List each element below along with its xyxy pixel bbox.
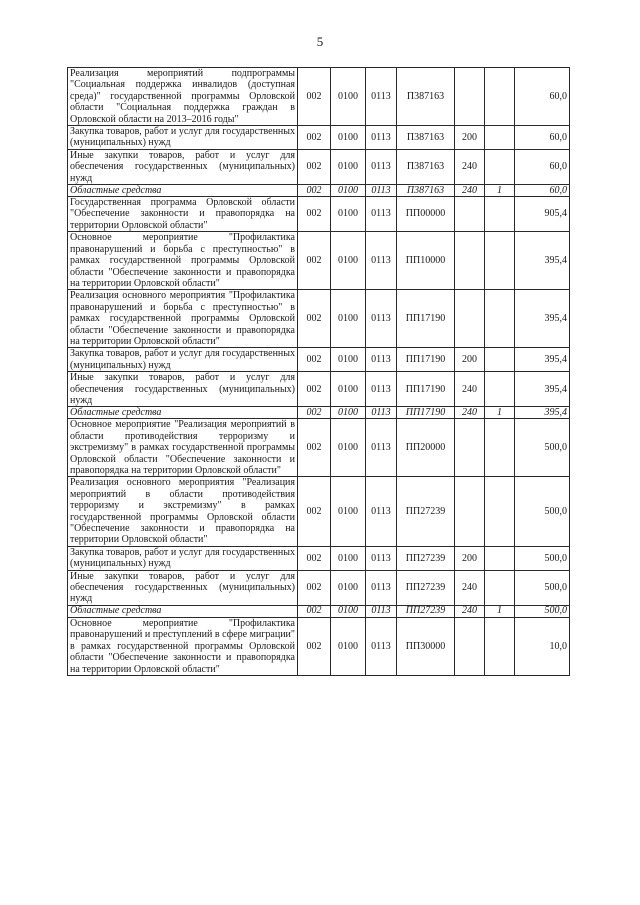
row-sum: 500,0 (515, 546, 570, 570)
row-section-code: 0100 (331, 546, 366, 570)
row-target-code: ПП10000 (397, 232, 455, 290)
table-row (68, 617, 570, 675)
row-target-code: ПП17190 (397, 372, 455, 407)
table-row (68, 290, 570, 348)
row-sum: 500,0 (515, 605, 570, 617)
table-row (68, 232, 570, 290)
row-subsection-code: 0113 (366, 605, 397, 617)
row-subsection-code: 0113 (366, 149, 397, 184)
row-target-code: П387163 (397, 68, 455, 126)
row-ministry-code: 002 (298, 546, 331, 570)
row-sum: 500,0 (515, 419, 570, 477)
table-row (68, 126, 570, 150)
row-source-code (485, 477, 515, 546)
row-expense-type-code: 240 (455, 407, 485, 419)
table-row-regional-funds (68, 605, 570, 617)
row-sum: 60,0 (515, 149, 570, 184)
row-target-code: П387163 (397, 185, 455, 197)
row-source-code (485, 232, 515, 290)
table-row (68, 419, 570, 477)
table-row (68, 348, 570, 372)
row-source-code (485, 419, 515, 477)
row-ministry-code: 002 (298, 126, 331, 150)
row-target-code: П387163 (397, 149, 455, 184)
row-section-code: 0100 (331, 149, 366, 184)
row-source-code (485, 617, 515, 675)
row-sum: 500,0 (515, 570, 570, 605)
row-source-code (485, 348, 515, 372)
table-row (68, 477, 570, 546)
row-source-code (485, 570, 515, 605)
row-section-code: 0100 (331, 570, 366, 605)
row-section-code: 0100 (331, 477, 366, 546)
row-expense-type-code (455, 617, 485, 675)
budget-table (67, 67, 570, 676)
row-name: Реализация основного мероприятия "Реализация мероприятий в области противодействия терроризму и экстремизму" в рамках государственной программы Орловской области "Обеспечение законности и правопорядка на территории Орловской области" (68, 477, 298, 546)
row-subsection-code: 0113 (366, 617, 397, 675)
row-subsection-code: 0113 (366, 546, 397, 570)
row-section-code: 0100 (331, 617, 366, 675)
row-expense-type-code: 240 (455, 570, 485, 605)
table-row (68, 546, 570, 570)
row-expense-type-code: 240 (455, 149, 485, 184)
row-ministry-code: 002 (298, 570, 331, 605)
row-section-code: 0100 (331, 419, 366, 477)
row-subsection-code: 0113 (366, 232, 397, 290)
row-target-code: ПП00000 (397, 197, 455, 232)
row-target-code: ПП27239 (397, 570, 455, 605)
row-section-code: 0100 (331, 185, 366, 197)
row-section-code: 0100 (331, 372, 366, 407)
row-name: Закупка товаров, работ и услуг для государственных (муниципальных) нужд (68, 546, 298, 570)
row-target-code: ПП27239 (397, 546, 455, 570)
row-ministry-code: 002 (298, 197, 331, 232)
row-source-code (485, 126, 515, 150)
row-name: Закупка товаров, работ и услуг для государственных (муниципальных) нужд (68, 126, 298, 150)
row-source-code (485, 197, 515, 232)
row-ministry-code: 002 (298, 348, 331, 372)
row-expense-type-code (455, 197, 485, 232)
row-section-code: 0100 (331, 197, 366, 232)
row-name: Иные закупки товаров, работ и услуг для обеспечения государственных (муниципальных) нужд (68, 372, 298, 407)
row-ministry-code: 002 (298, 477, 331, 546)
row-target-code: ПП17190 (397, 407, 455, 419)
row-ministry-code: 002 (298, 419, 331, 477)
row-section-code: 0100 (331, 348, 366, 372)
table-row (68, 372, 570, 407)
row-sum: 500,0 (515, 477, 570, 546)
row-subsection-code: 0113 (366, 477, 397, 546)
row-name: Основное мероприятие "Профилактика правонарушений и преступлений в сфере миграции" в рамках государственной программы Орловской области "Обеспечение законности и правопорядка на территории Орловской области" (68, 617, 298, 675)
row-sum: 395,4 (515, 290, 570, 348)
row-expense-type-code: 200 (455, 348, 485, 372)
row-expense-type-code (455, 290, 485, 348)
budget-table-body (68, 68, 570, 676)
row-ministry-code: 002 (298, 407, 331, 419)
table-row-regional-funds (68, 407, 570, 419)
row-subsection-code: 0113 (366, 185, 397, 197)
row-source-code: 1 (485, 185, 515, 197)
row-source-code: 1 (485, 407, 515, 419)
table-row (68, 197, 570, 232)
page-number: 5 (316, 34, 324, 49)
row-target-code: ПП20000 (397, 419, 455, 477)
row-section-code: 0100 (331, 68, 366, 126)
row-sum: 395,4 (515, 407, 570, 419)
row-name: Иные закупки товаров, работ и услуг для обеспечения государственных (муниципальных) нужд (68, 149, 298, 184)
row-sum: 905,4 (515, 197, 570, 232)
row-ministry-code: 002 (298, 372, 331, 407)
row-sum: 60,0 (515, 126, 570, 150)
row-name: Областные средства (68, 185, 298, 197)
row-ministry-code: 002 (298, 605, 331, 617)
row-sum: 60,0 (515, 68, 570, 126)
row-ministry-code: 002 (298, 185, 331, 197)
row-name: Реализация основного мероприятия "Профилактика правонарушений и борьба с преступностью" в рамках государственной программы Орловской области "Обеспечение законности и правопорядка на территории Орловской области" (68, 290, 298, 348)
row-name: Областные средства (68, 407, 298, 419)
row-subsection-code: 0113 (366, 407, 397, 419)
row-name: Областные средства (68, 605, 298, 617)
row-expense-type-code (455, 232, 485, 290)
row-name: Государственная программа Орловской области "Обеспечение законности и правопорядка на территории Орловской области" (68, 197, 298, 232)
row-subsection-code: 0113 (366, 290, 397, 348)
row-target-code: ПП17190 (397, 290, 455, 348)
row-sum: 395,4 (515, 372, 570, 407)
row-ministry-code: 002 (298, 68, 331, 126)
row-source-code (485, 372, 515, 407)
row-target-code: ПП27239 (397, 605, 455, 617)
row-ministry-code: 002 (298, 617, 331, 675)
row-section-code: 0100 (331, 126, 366, 150)
row-name: Закупка товаров, работ и услуг для государственных (муниципальных) нужд (68, 348, 298, 372)
row-ministry-code: 002 (298, 290, 331, 348)
row-section-code: 0100 (331, 605, 366, 617)
row-subsection-code: 0113 (366, 197, 397, 232)
row-sum: 60,0 (515, 185, 570, 197)
row-expense-type-code (455, 68, 485, 126)
table-row (68, 570, 570, 605)
row-source-code: 1 (485, 605, 515, 617)
row-ministry-code: 002 (298, 149, 331, 184)
row-source-code (485, 149, 515, 184)
row-name: Реализация мероприятий подпрограммы "Социальная поддержка инвалидов (доступная среда)" государственной программы Орловской области "Социальная поддержка граждан в Орловской области на 2013–2016 годы" (68, 68, 298, 126)
row-expense-type-code: 240 (455, 605, 485, 617)
row-sum: 10,0 (515, 617, 570, 675)
row-expense-type-code: 200 (455, 126, 485, 150)
row-subsection-code: 0113 (366, 570, 397, 605)
row-name: Основное мероприятие "Профилактика правонарушений и борьба с преступностью" в рамках государственной программы Орловской области "Обеспечение законности и правопорядка на территории Орловской области" (68, 232, 298, 290)
row-target-code: ПП30000 (397, 617, 455, 675)
row-expense-type-code (455, 419, 485, 477)
table-row (68, 68, 570, 126)
row-expense-type-code (455, 477, 485, 546)
row-target-code: ПП27239 (397, 477, 455, 546)
table-row-regional-funds (68, 185, 570, 197)
row-sum: 395,4 (515, 232, 570, 290)
row-target-code: ПП17190 (397, 348, 455, 372)
row-expense-type-code: 240 (455, 185, 485, 197)
row-subsection-code: 0113 (366, 126, 397, 150)
row-section-code: 0100 (331, 232, 366, 290)
row-source-code (485, 290, 515, 348)
row-section-code: 0100 (331, 290, 366, 348)
row-sum: 395,4 (515, 348, 570, 372)
row-expense-type-code: 200 (455, 546, 485, 570)
row-subsection-code: 0113 (366, 372, 397, 407)
row-subsection-code: 0113 (366, 419, 397, 477)
row-source-code (485, 546, 515, 570)
row-target-code: П387163 (397, 126, 455, 150)
row-subsection-code: 0113 (366, 348, 397, 372)
row-ministry-code: 002 (298, 232, 331, 290)
row-subsection-code: 0113 (366, 68, 397, 126)
table-row (68, 149, 570, 184)
row-section-code: 0100 (331, 407, 366, 419)
row-name: Основное мероприятие "Реализация мероприятий в области противодействия терроризму и экстремизму" в рамках государственной программы Орловской области "Обеспечение законности и правопорядка на территории Орловской области" (68, 419, 298, 477)
row-source-code (485, 68, 515, 126)
row-name: Иные закупки товаров, работ и услуг для обеспечения государственных (муниципальных) нужд (68, 570, 298, 605)
row-expense-type-code: 240 (455, 372, 485, 407)
